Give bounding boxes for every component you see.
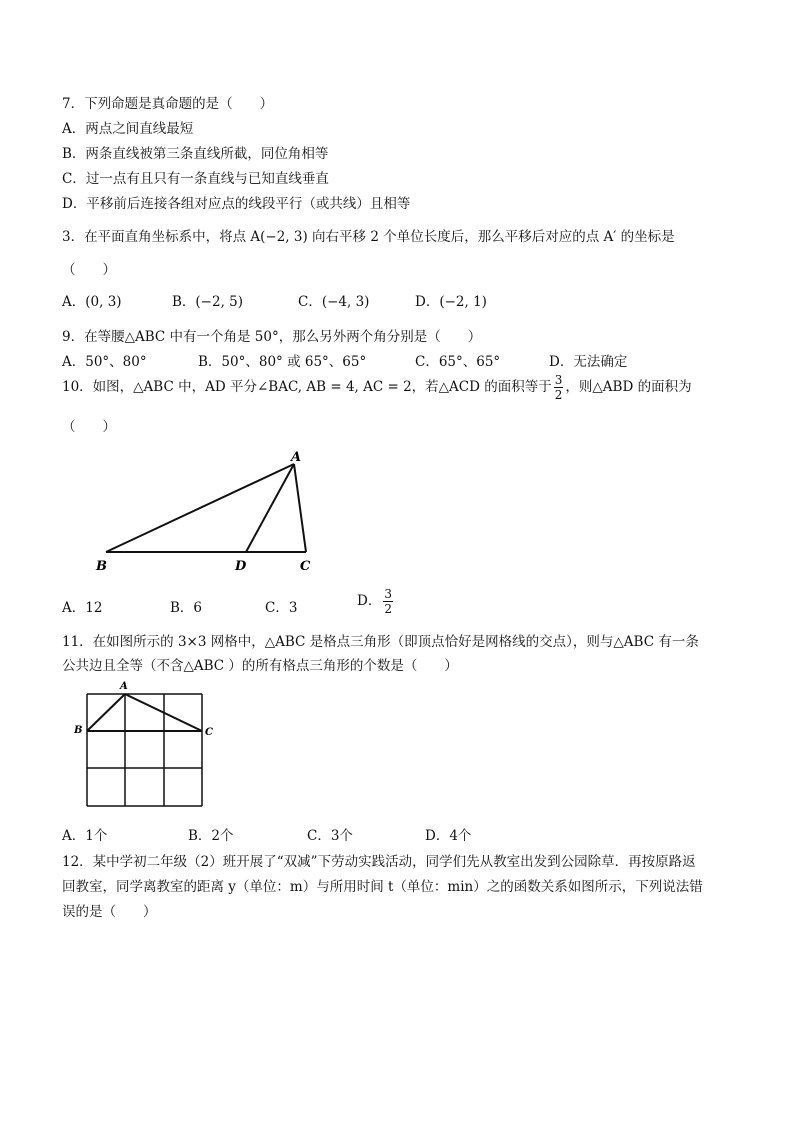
q10-segment-ac (294, 464, 306, 552)
q11-option-c: C．3个 (307, 828, 353, 844)
q8-stem: 3．在平面直角坐标系中，将点 A(−2, 3) 向右平移 2 个单位长度后，那么平移后对应的点 A′ 的坐标是 (62, 229, 675, 245)
q7-option-a: A．两点之间直线最短 (62, 121, 194, 137)
q10-option-d-fraction (383, 588, 393, 615)
q8-option-c: C．(−4, 3) (298, 294, 370, 310)
q11-stem-line2: 公共边且全等（不含△ABC ）的所有格点三角形的个数是（ ） (62, 658, 458, 674)
q10-option-c: C．3 (265, 600, 298, 616)
q12-line1: 12．某中学初二年级（2）班开展了“双减”下劳动实践活动，同学们先从教室出发到公园除草．再按原路返 (62, 854, 696, 870)
q7-option-b: B．两条直线被第三条直线所截，同位角相等 (62, 146, 329, 162)
q10-option-d-label: D． (357, 593, 382, 609)
q9-option-d: D．无法确定 (549, 354, 628, 370)
q7-option-d: D．平移前后连接各组对应点的线段平行（或共线）且相等 (62, 196, 411, 212)
q10-option-d-den: 2 (384, 602, 392, 616)
q9-option-a: A．50°、80° (62, 354, 147, 370)
q11-option-b: B．2个 (188, 828, 234, 844)
q8-blank: （ ） (62, 262, 116, 278)
q10-option-d (357, 588, 395, 615)
q10-stem-post: ，则△ABD 的面积为 (565, 379, 692, 395)
q10-label-d: D (235, 559, 247, 574)
q11-label-a: A (120, 681, 128, 692)
q8-option-b: B．(−2, 5) (172, 294, 244, 310)
q12-line3: 误的是（ ） (62, 904, 157, 920)
q10-fraction (554, 374, 564, 401)
q9-option-c: C．65°、65° (415, 354, 501, 370)
q11-label-b: B (74, 725, 83, 736)
q11-stem-line1: 11．在如图所示的 3×3 网格中，△ABC 是格点三角形（即顶点恰好是网格线的交点），则与△ABC 有一条 (62, 634, 699, 650)
q8-option-a: A．(0, 3) (62, 294, 122, 310)
q10-blank: （ ） (62, 419, 116, 435)
q11-option-a: A．1个 (62, 828, 108, 844)
q7-option-c: C．过一点有且只有一条直线与已知直线垂直 (62, 171, 329, 187)
q10-option-a: A．12 (62, 600, 103, 616)
q11-triangle (87, 694, 202, 731)
q11-grid (87, 694, 202, 806)
q10-stem-pre: 10．如图，△ABC 中，AD 平分∠BAC, AB = 4, AC = 2，若△ACD 的面积等于 (62, 379, 552, 395)
q9-stem: 9．在等腰△ABC 中有一个角是 50°，那么另外两个角分别是（ ） (62, 329, 482, 345)
q10-label-b: B (96, 559, 107, 574)
q8-option-d: D．(−2, 1) (415, 294, 487, 310)
q10-fraction-num: 3 (554, 373, 563, 387)
q10-segment-ab (106, 464, 294, 552)
q12-line2: 回教室，同学离教室的距离 y（单位：m）与所用时间 t（单位：min）之的函数关系如图所示，下列说法错 (62, 879, 703, 895)
q7-stem: 7．下列命题是真命题的是（ ） (62, 96, 274, 112)
q10-fraction-den: 2 (554, 388, 563, 402)
q10-label-a: A (291, 450, 302, 465)
q10-label-c: C (300, 559, 311, 574)
q9-option-b: B．50°、80° 或 65°、65° (198, 354, 367, 370)
q11-option-d: D．4个 (425, 828, 472, 844)
q10-segment-ad (246, 464, 294, 552)
q11-label-c: C (205, 727, 213, 738)
q10-triangle-figure (62, 444, 332, 579)
q10-stem (62, 374, 692, 401)
q11-grid-figure (70, 678, 220, 813)
q10-option-b: B．6 (170, 600, 203, 616)
q10-option-d-num: 3 (384, 587, 392, 601)
